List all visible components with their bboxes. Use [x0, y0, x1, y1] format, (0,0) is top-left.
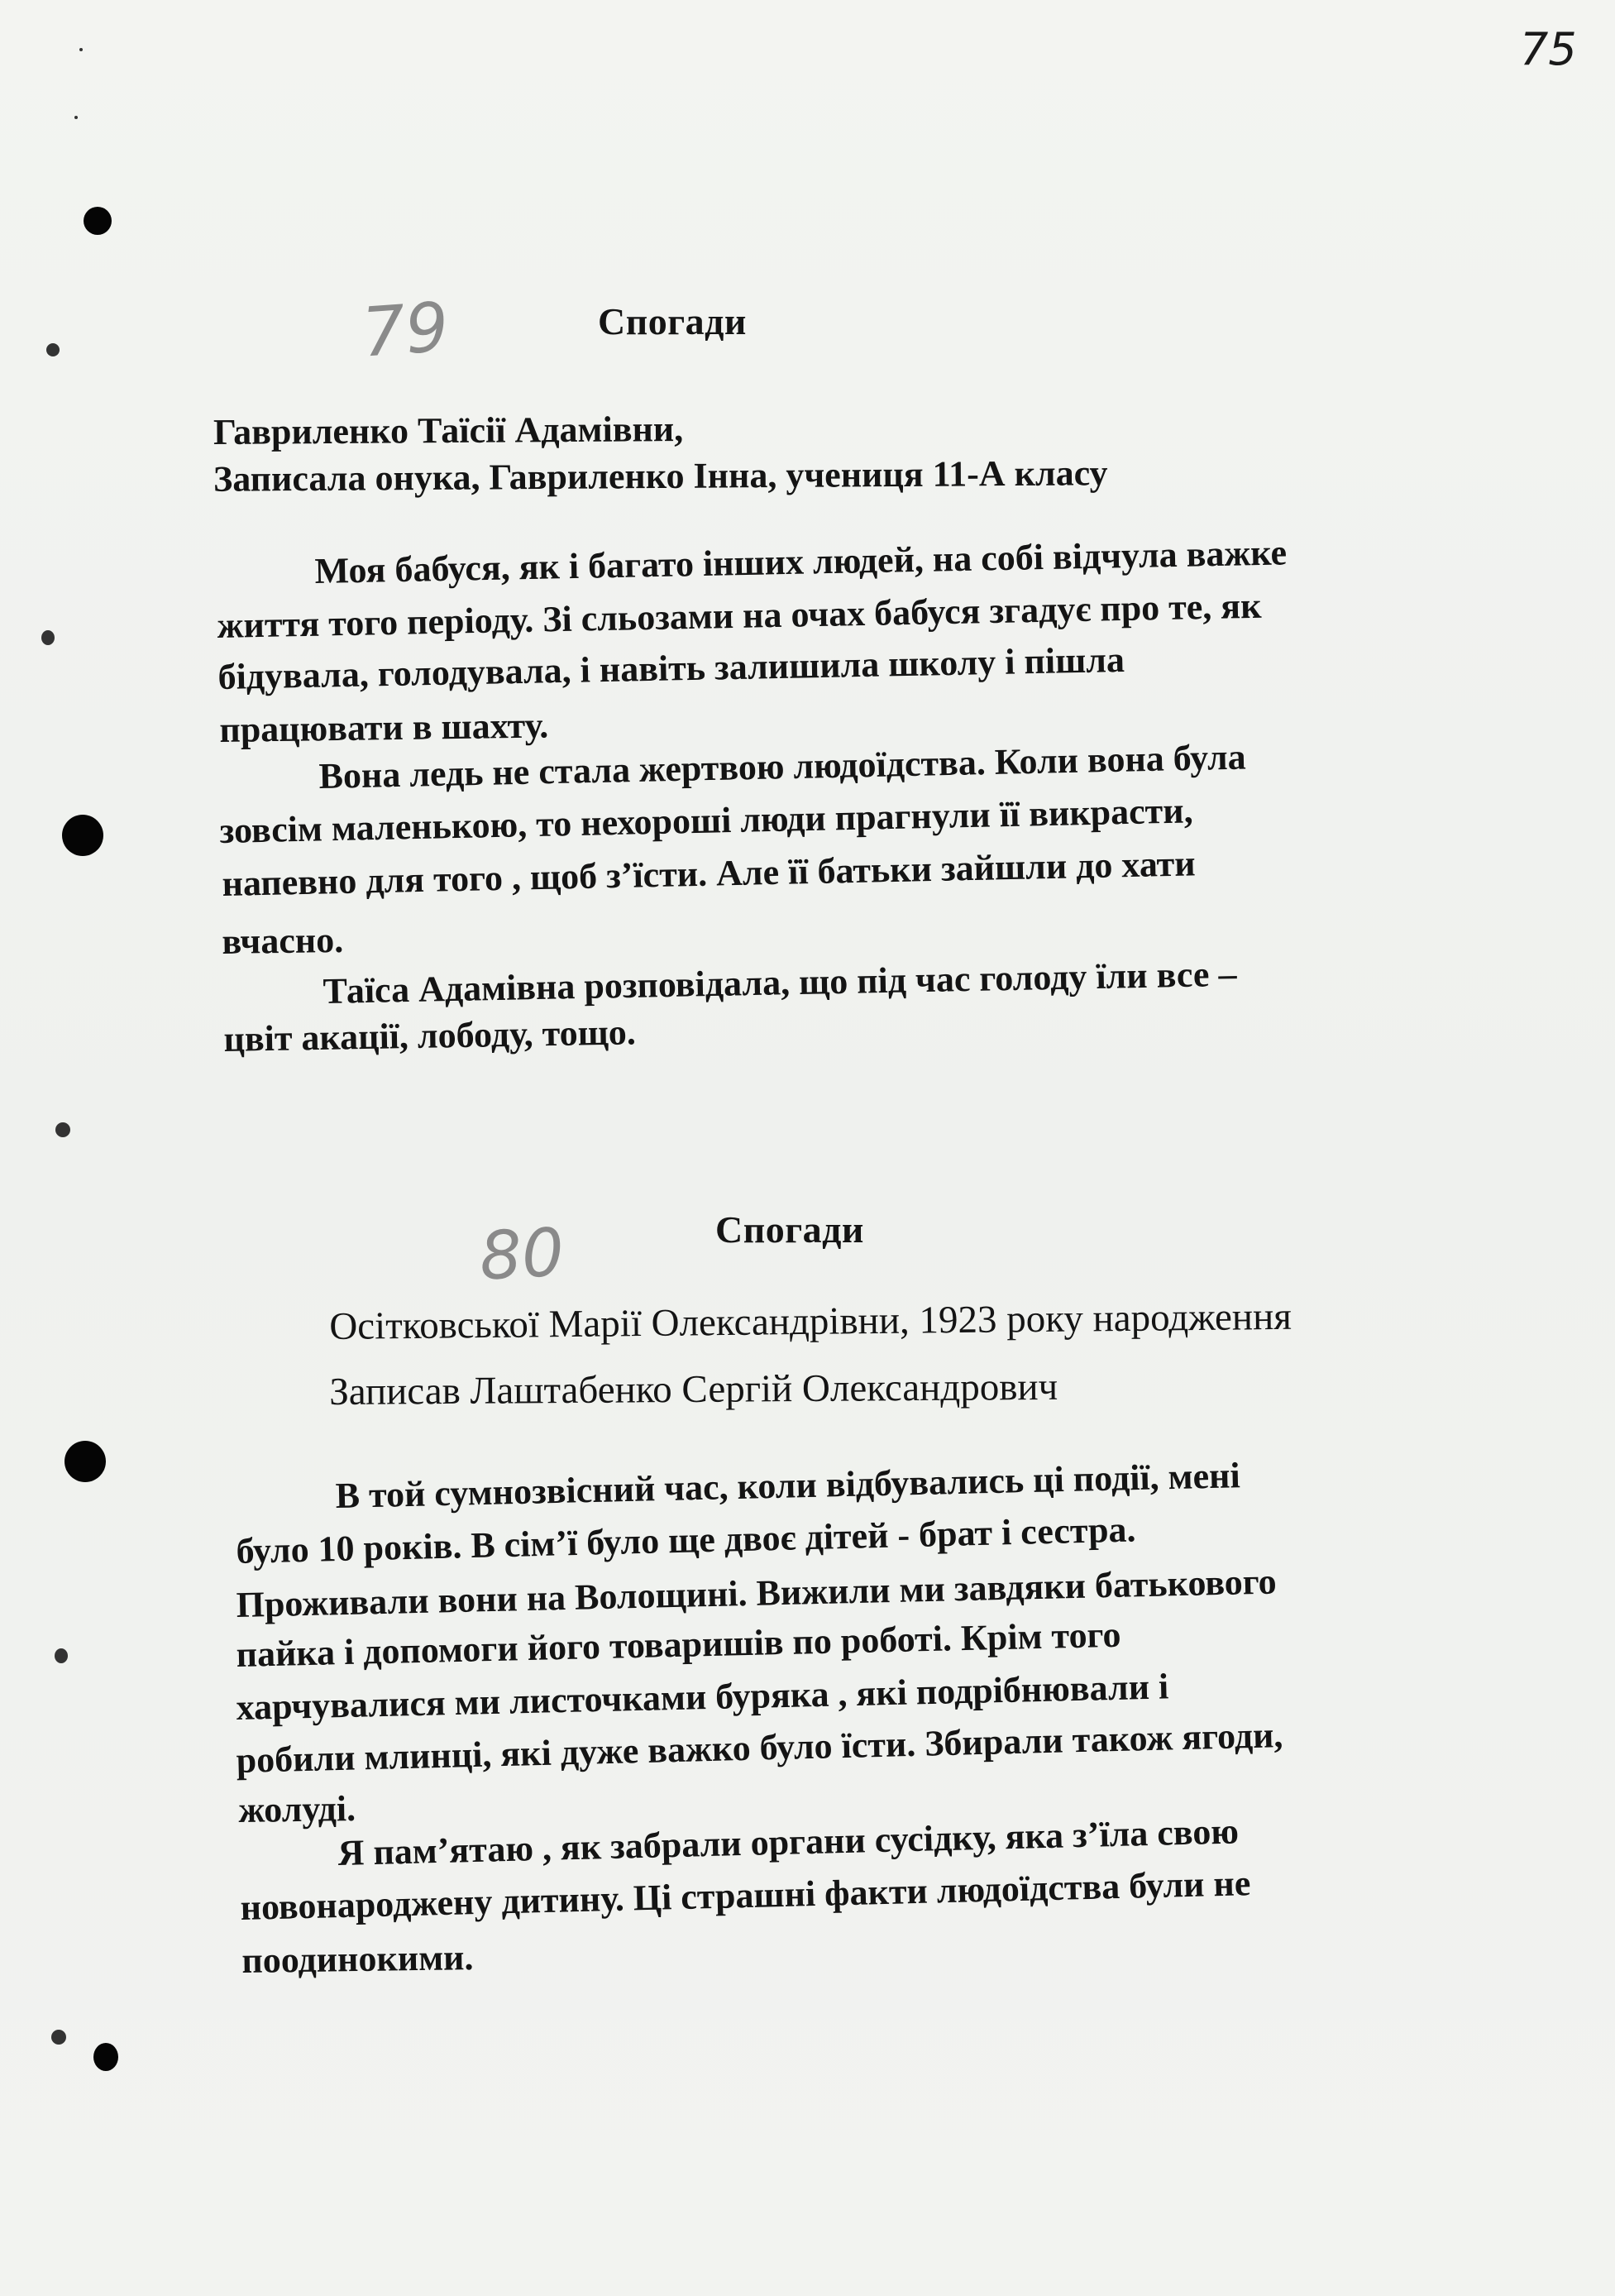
- page-number: 75: [1520, 23, 1577, 75]
- text-line: вчасно.: [222, 919, 344, 962]
- margin-speck: [74, 116, 78, 119]
- margin-speck: [51, 2030, 66, 2045]
- text-line: Моя бабуся, як і багато інших людей, на собі відчула важке: [314, 532, 1288, 591]
- text-line: поодинокими.: [241, 1937, 474, 1981]
- text-line: новонароджену дитину. Ці страшні факти людоїдства були не: [240, 1863, 1251, 1928]
- archive-number: 79: [359, 288, 452, 373]
- text-line: Я пам’ятаю , як забрали органи сусідку, яка з’їла свою: [337, 1810, 1240, 1873]
- punch-hole: [65, 1441, 106, 1482]
- margin-speck: [55, 1122, 70, 1137]
- text-line: бідувала, голодувала, і навіть залишила школу і пішла: [217, 639, 1125, 697]
- text-line: Проживали вони на Волощині. Вижили ми завдяки батькового: [236, 1561, 1278, 1625]
- author-line: Гавриленко Таїсії Адамівни,: [213, 409, 684, 452]
- punch-hole: [93, 2043, 118, 2071]
- margin-speck: [79, 48, 83, 51]
- margin-speck: [46, 343, 60, 356]
- text-line: працювати в шахту.: [219, 705, 549, 750]
- text-line: харчувалися ми листочками буряка , які подрібнювали і: [236, 1666, 1169, 1728]
- author-line: Осітковської Марії Олександрівни, 1923 року народження: [329, 1294, 1292, 1348]
- text-line: пайка і допомоги його товаришів по роботі. Крім того: [236, 1614, 1121, 1675]
- section-heading: Спогади: [715, 1208, 864, 1251]
- punch-hole: [84, 207, 112, 235]
- section-heading: Спогади: [598, 300, 747, 342]
- recorder-line: Записав Лаштабенко Сергій Олександрович: [329, 1365, 1058, 1413]
- punch-hole: [62, 815, 103, 856]
- recorder-line: Записала онука, Гавриленко Інна, учениця 11-А класу: [213, 452, 1108, 500]
- text-line: жолуді.: [238, 1788, 356, 1830]
- margin-speck: [55, 1648, 68, 1663]
- text-line: цвіт акації, лободу, тощо.: [223, 1012, 637, 1060]
- text-line: робили млинці, які дуже важко було їсти. Збирали також ягоди,: [236, 1715, 1283, 1781]
- text-line: зовсім маленькою, то нехороші люди прагнули її викрасти,: [219, 790, 1194, 851]
- text-line: В той сумнозвісний час, коли відбувались ці події, мені: [335, 1455, 1241, 1516]
- archive-number: 80: [477, 1213, 566, 1295]
- text-line: життя того періоду. Зі сльозами на очах бабуся згадує про те, як: [217, 585, 1262, 646]
- text-line: Вона ледь не стала жертвою людоїдства. Коли вона була: [318, 736, 1247, 796]
- text-line: напевно для того , щоб з’їсти. Але її батьки зайшли до хати: [222, 843, 1197, 904]
- text-line: Таїса Адамівна розповідала, що під час голоду їли все –: [323, 953, 1237, 1012]
- margin-speck: [41, 630, 55, 645]
- text-line: було 10 років. В сім’ї було ще двоє дітей - брат і сестра.: [236, 1509, 1137, 1571]
